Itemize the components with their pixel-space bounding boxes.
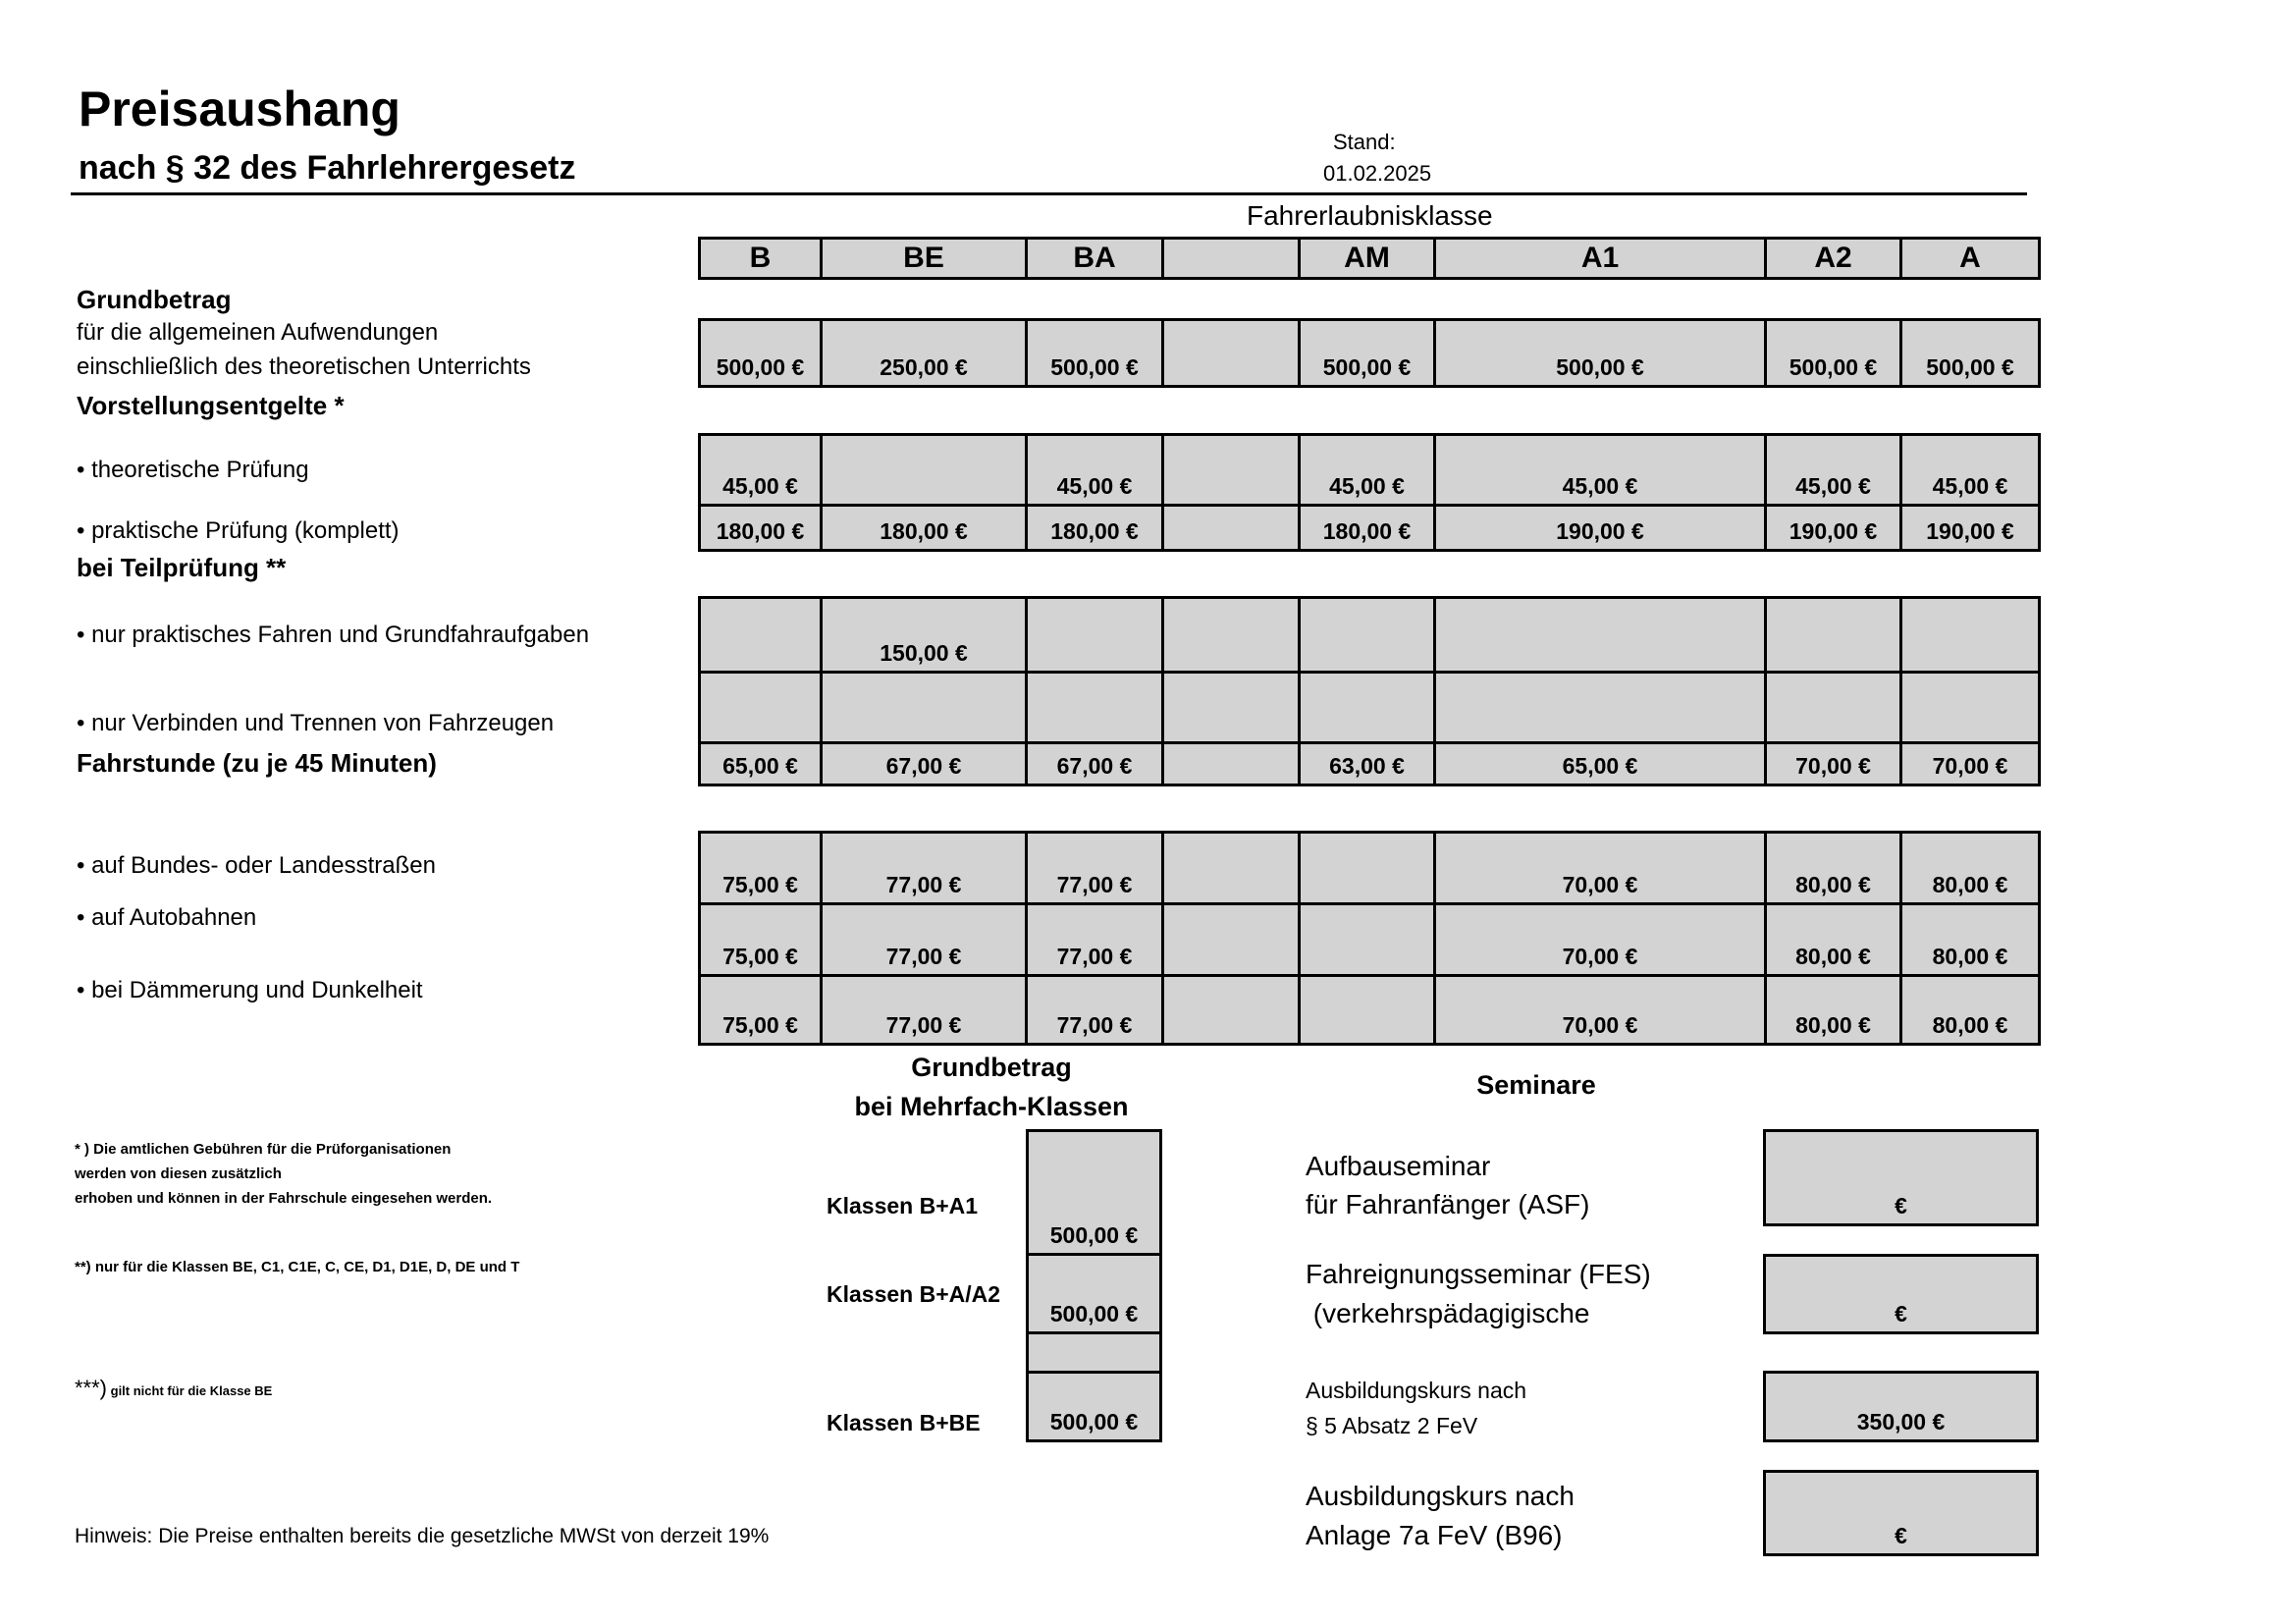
cell-fahrstunde-a: 70,00 € xyxy=(1899,741,2041,786)
mehrfach-value-b-be: 500,00 € xyxy=(1026,1371,1162,1442)
cell-grundbetrag-am: 500,00 € xyxy=(1298,318,1436,388)
mehrfach-label-b-a1: Klassen B+A1 xyxy=(827,1193,979,1218)
cell-autobahn-a1: 70,00 € xyxy=(1433,902,1767,977)
mehrfach-label-b-a-a2: Klassen B+A/A2 xyxy=(827,1281,1001,1307)
seminar-asf-line1: Aufbauseminar xyxy=(1306,1151,1491,1181)
cell-bundes-a2: 80,00 € xyxy=(1764,831,1902,905)
cell-praxis_fahren-b xyxy=(698,596,823,674)
cell-praxis_fahren-a1 xyxy=(1433,596,1767,674)
hinweis-mwst: Hinweis: Die Preise enthalten bereits die gesetzliche MWSt von derzeit 19% xyxy=(75,1525,770,1547)
cell-autobahn-empty xyxy=(1161,902,1301,977)
cell-autobahn-a: 80,00 € xyxy=(1899,902,2041,977)
seminar-fes-value: € xyxy=(1763,1254,2039,1334)
cell-praxis_fahren-a xyxy=(1899,596,2041,674)
cell-autobahn-am xyxy=(1298,902,1436,977)
footnote-3-text: gilt nicht für die Klasse BE xyxy=(107,1383,273,1398)
cell-fahrstunde-ba: 67,00 € xyxy=(1025,741,1164,786)
cell-daemmerung-a2: 80,00 € xyxy=(1764,974,1902,1046)
cell-praxis_fahren-be: 150,00 € xyxy=(820,596,1028,674)
footnote-1-line3: erhoben und können in der Fahrschule eingesehen werden. xyxy=(75,1190,493,1207)
cell-daemmerung-am xyxy=(1298,974,1436,1046)
seminar-fes-line2: (verkehrspädagigische xyxy=(1306,1298,1590,1328)
label-vorstellung: Vorstellungsentgelte * xyxy=(77,391,345,420)
cell-verbinden-empty xyxy=(1161,671,1301,744)
label-daemmerung: • bei Dämmerung und Dunkelheit xyxy=(77,977,423,1003)
seminar-b96-line2: Anlage 7a FeV (B96) xyxy=(1306,1520,1563,1550)
cell-daemmerung-be: 77,00 € xyxy=(820,974,1028,1046)
cell-praxis-am: 180,00 € xyxy=(1298,504,1436,552)
cell-theorie-ba: 45,00 € xyxy=(1025,433,1164,507)
cell-praxis-a2: 190,00 € xyxy=(1764,504,1902,552)
label-theorie: • theoretische Prüfung xyxy=(77,457,309,483)
cell-verbinden-a1 xyxy=(1433,671,1767,744)
cell-fahrstunde-empty xyxy=(1161,741,1301,786)
cell-grundbetrag-ba: 500,00 € xyxy=(1025,318,1164,388)
label-grundbetrag-line1: für die allgemeinen Aufwendungen xyxy=(77,319,439,346)
cell-fahrstunde-b: 65,00 € xyxy=(698,741,823,786)
cell-praxis-a: 190,00 € xyxy=(1899,504,2041,552)
cell-praxis-empty xyxy=(1161,504,1301,552)
cell-autobahn-b: 75,00 € xyxy=(698,902,823,977)
seminar-kurs-line2: § 5 Absatz 2 FeV xyxy=(1306,1413,1478,1438)
cell-verbinden-a2 xyxy=(1764,671,1902,744)
cell-praxis-a1: 190,00 € xyxy=(1433,504,1767,552)
label-autobahn: • auf Autobahnen xyxy=(77,904,257,931)
cell-grundbetrag-a: 500,00 € xyxy=(1899,318,2041,388)
cell-theorie-a1: 45,00 € xyxy=(1433,433,1767,507)
cell-grundbetrag-b: 500,00 € xyxy=(698,318,823,388)
cell-praxis-ba: 180,00 € xyxy=(1025,504,1164,552)
cell-praxis-be: 180,00 € xyxy=(820,504,1028,552)
column-header-empty xyxy=(1161,237,1301,280)
seminar-asf-value: € xyxy=(1763,1129,2039,1226)
stand-label: Stand: xyxy=(1333,130,1396,154)
seminar-kurs-line1: Ausbildungskurs nach xyxy=(1306,1378,1527,1403)
cell-autobahn-ba: 77,00 € xyxy=(1025,902,1164,977)
cell-grundbetrag-empty xyxy=(1161,318,1301,388)
cell-daemmerung-b: 75,00 € xyxy=(698,974,823,1046)
cell-autobahn-be: 77,00 € xyxy=(820,902,1028,977)
footnote-1-line2: werden von diesen zusätzlich xyxy=(75,1165,282,1182)
cell-verbinden-b xyxy=(698,671,823,744)
cell-praxis-b: 180,00 € xyxy=(698,504,823,552)
cell-theorie-empty xyxy=(1161,433,1301,507)
cell-verbinden-am xyxy=(1298,671,1436,744)
seminar-b96-value: € xyxy=(1763,1470,2039,1556)
cell-theorie-a: 45,00 € xyxy=(1899,433,2041,507)
cell-fahrstunde-a1: 65,00 € xyxy=(1433,741,1767,786)
mehrfach-spacer xyxy=(1026,1331,1162,1374)
cell-daemmerung-a1: 70,00 € xyxy=(1433,974,1767,1046)
header-divider xyxy=(71,192,2027,195)
cell-praxis_fahren-ba xyxy=(1025,596,1164,674)
seminar-fes-line1: Fahreignungsseminar (FES) xyxy=(1306,1259,1651,1289)
seminar-kurs-value: 350,00 € xyxy=(1763,1371,2039,1442)
cell-grundbetrag-a1: 500,00 € xyxy=(1433,318,1767,388)
column-header-a: A xyxy=(1899,237,2041,280)
seminar-b96-line1: Ausbildungskurs nach xyxy=(1306,1481,1575,1511)
cell-theorie-b: 45,00 € xyxy=(698,433,823,507)
cell-bundes-ba: 77,00 € xyxy=(1025,831,1164,905)
label-praxis: • praktische Prüfung (komplett) xyxy=(77,517,400,544)
cell-autobahn-a2: 80,00 € xyxy=(1764,902,1902,977)
cell-verbinden-be xyxy=(820,671,1028,744)
cell-fahrstunde-am: 63,00 € xyxy=(1298,741,1436,786)
cell-daemmerung-a: 80,00 € xyxy=(1899,974,2041,1046)
column-header-b: B xyxy=(698,237,823,280)
cell-verbinden-a xyxy=(1899,671,2041,744)
label-verbinden: • nur Verbinden und Trennen von Fahrzeugen xyxy=(77,710,555,736)
mehrfach-value-b-a1: 500,00 € xyxy=(1026,1129,1162,1256)
label-fahrstunde: Fahrstunde (zu je 45 Minuten) xyxy=(77,748,437,778)
mehrfach-value-b-a-a2: 500,00 € xyxy=(1026,1253,1162,1334)
cell-daemmerung-ba: 77,00 € xyxy=(1025,974,1164,1046)
klasse-caption: Fahrerlaubnisklasse xyxy=(1247,200,1493,231)
column-header-be: BE xyxy=(820,237,1028,280)
footnote-1-line1: * ) Die amtlichen Gebühren für die Prüforganisationen xyxy=(75,1141,452,1158)
mehrfach-heading-2: bei Mehrfach-Klassen xyxy=(854,1092,1129,1121)
mehrfach-heading-1: Grundbetrag xyxy=(911,1053,1072,1082)
cell-bundes-b: 75,00 € xyxy=(698,831,823,905)
cell-praxis_fahren-empty xyxy=(1161,596,1301,674)
page-title: Preisaushang xyxy=(79,81,400,136)
cell-grundbetrag-be: 250,00 € xyxy=(820,318,1028,388)
seminar-asf-line2: für Fahranfänger (ASF) xyxy=(1306,1189,1590,1219)
label-bundes: • auf Bundes- oder Landesstraßen xyxy=(77,852,436,879)
column-header-am: AM xyxy=(1298,237,1436,280)
cell-theorie-a2: 45,00 € xyxy=(1764,433,1902,507)
cell-theorie-be xyxy=(820,433,1028,507)
cell-bundes-empty xyxy=(1161,831,1301,905)
footnote-3-marker: ***) xyxy=(75,1376,108,1400)
stand-date: 01.02.2025 xyxy=(1323,161,1432,186)
cell-daemmerung-empty xyxy=(1161,974,1301,1046)
cell-theorie-am: 45,00 € xyxy=(1298,433,1436,507)
footnote-2: **) nur für die Klassen BE, C1, C1E, C, CE, D1, D1E, D, DE und T xyxy=(75,1259,520,1275)
column-header-ba: BA xyxy=(1025,237,1164,280)
cell-bundes-be: 77,00 € xyxy=(820,831,1028,905)
cell-bundes-am xyxy=(1298,831,1436,905)
seminare-heading: Seminare xyxy=(1476,1070,1596,1100)
label-grundbetrag-line2: einschließlich des theoretischen Unterrichts xyxy=(77,353,531,380)
cell-grundbetrag-a2: 500,00 € xyxy=(1764,318,1902,388)
cell-praxis_fahren-a2 xyxy=(1764,596,1902,674)
cell-bundes-a: 80,00 € xyxy=(1899,831,2041,905)
cell-fahrstunde-be: 67,00 € xyxy=(820,741,1028,786)
cell-fahrstunde-a2: 70,00 € xyxy=(1764,741,1902,786)
cell-bundes-a1: 70,00 € xyxy=(1433,831,1767,905)
mehrfach-label-b-be: Klassen B+BE xyxy=(827,1410,981,1435)
column-header-a1: A1 xyxy=(1433,237,1767,280)
label-teilpruefung: bei Teilprüfung ** xyxy=(77,553,287,582)
cell-praxis_fahren-am xyxy=(1298,596,1436,674)
column-header-a2: A2 xyxy=(1764,237,1902,280)
label-praxis-fahren: • nur praktisches Fahren und Grundfahraufgaben xyxy=(77,622,590,648)
cell-verbinden-ba xyxy=(1025,671,1164,744)
page-subtitle: nach § 32 des Fahrlehrergesetz xyxy=(79,149,576,187)
label-grundbetrag: Grundbetrag xyxy=(77,285,232,314)
